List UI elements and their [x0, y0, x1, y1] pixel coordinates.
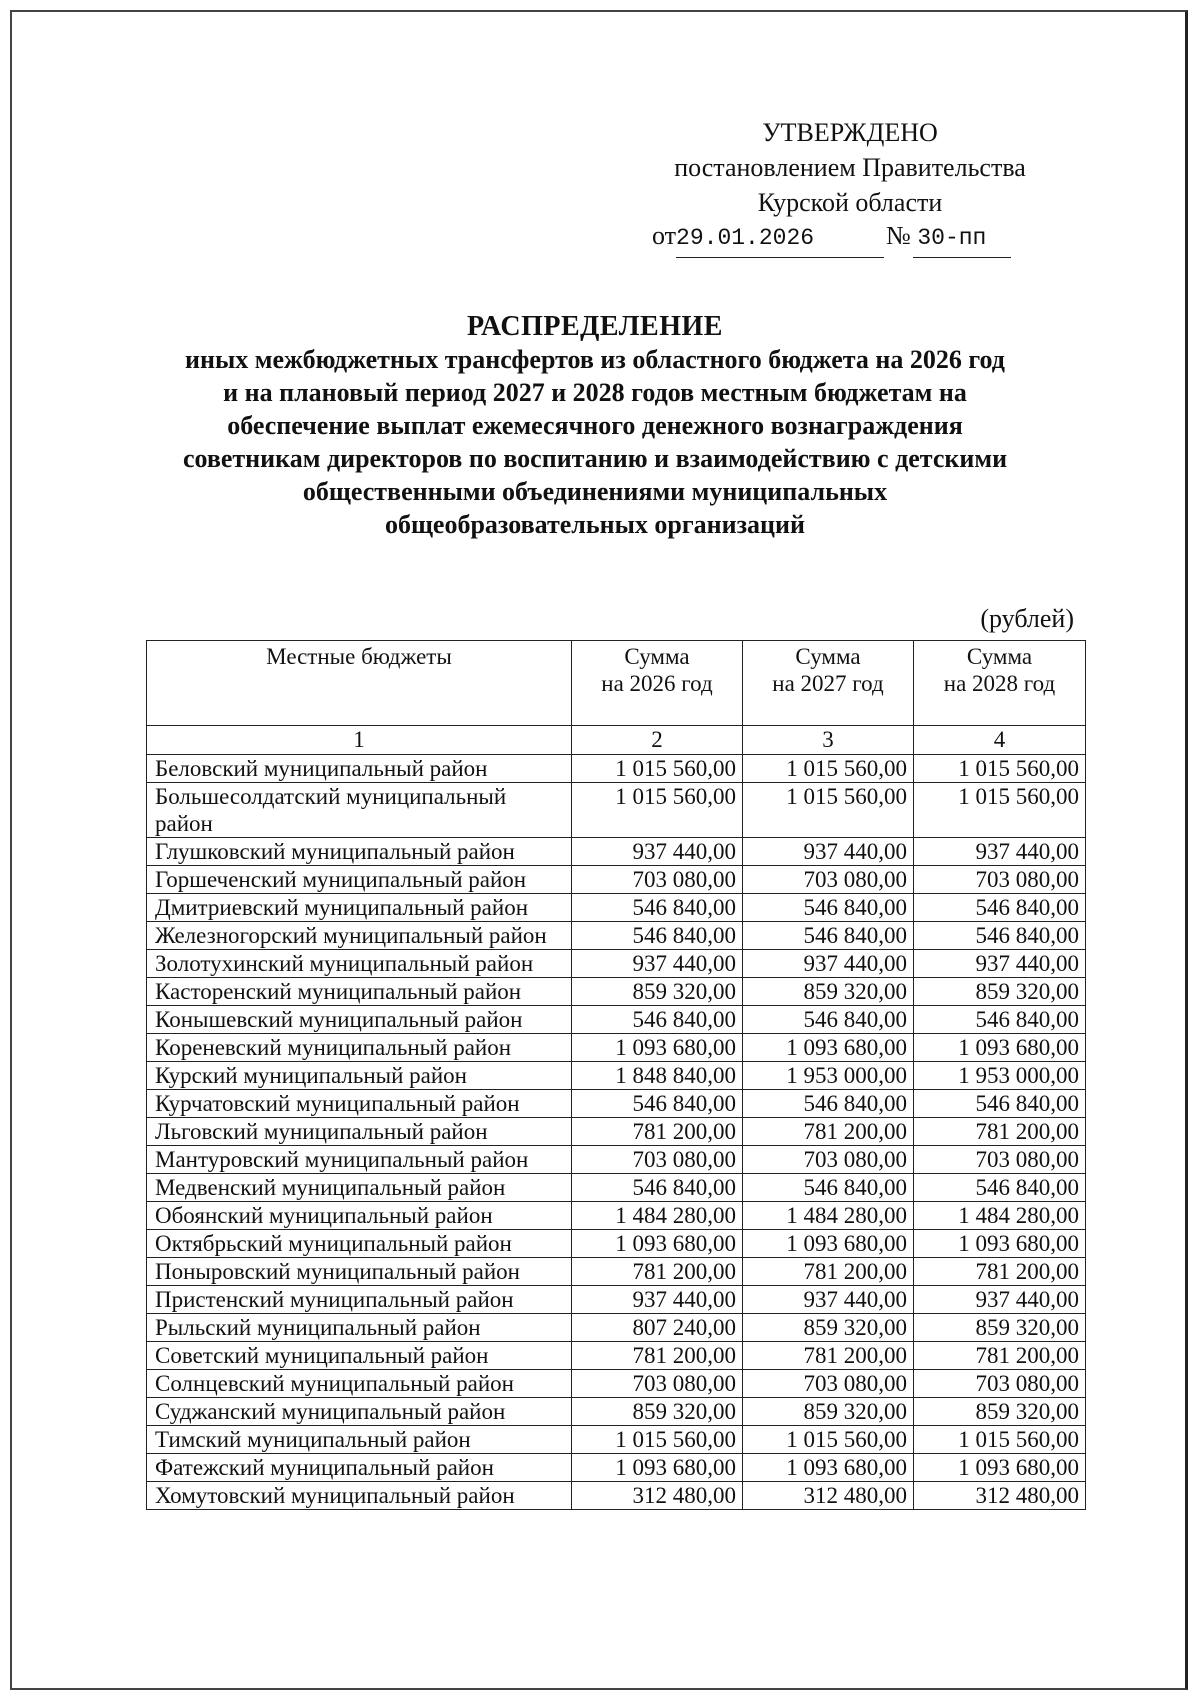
sum-2028-cell: 1 093 680,00: [914, 1454, 1086, 1482]
sum-2028-cell: 937 440,00: [914, 950, 1086, 978]
sum-2027-cell: 1 015 560,00: [743, 783, 914, 838]
table-header-row: [147, 641, 1086, 726]
district-name-cell: Медвенский муниципальный район: [147, 1174, 572, 1202]
district-name-cell: Октябрьский муниципальный район: [147, 1230, 572, 1258]
table-row: [147, 1202, 1086, 1230]
table-row: [147, 1118, 1086, 1146]
sum-2026-cell: 546 840,00: [572, 922, 743, 950]
table-row: [147, 838, 1086, 866]
title-line: советникам директоров по воспитанию и взаимодействию с детскими: [182, 444, 1008, 473]
title-line: общественными объединениями муниципальных: [302, 477, 888, 506]
district-name-cell: Хомутовский муниципальный район: [147, 1482, 572, 1510]
header-sum-2026: [572, 641, 743, 726]
sum-2026-cell: 781 200,00: [572, 1258, 743, 1286]
units-note: (рублей): [980, 604, 1074, 633]
sum-2028-cell: 703 080,00: [914, 1146, 1086, 1174]
table-row: [147, 922, 1086, 950]
column-number: 1: [147, 726, 572, 755]
approval-number: 30-пп: [913, 222, 1011, 258]
table-row: [147, 950, 1086, 978]
sum-2028-cell: 703 080,00: [914, 866, 1086, 894]
document-title: [130, 310, 1060, 541]
sum-2027-cell: 312 480,00: [743, 1482, 914, 1510]
table-row: [147, 1174, 1086, 1202]
table-row: [147, 783, 1086, 838]
sum-2028-cell: 859 320,00: [914, 1398, 1086, 1426]
sum-2028-cell: 937 440,00: [914, 838, 1086, 866]
sum-2027-cell: 859 320,00: [743, 1398, 914, 1426]
sum-2028-cell: 546 840,00: [914, 1090, 1086, 1118]
district-name-cell: Тимский муниципальный район: [147, 1426, 572, 1454]
table-row: [147, 1314, 1086, 1342]
header-text: Сумма: [966, 644, 1033, 669]
sum-2027-cell: 546 840,00: [743, 1090, 914, 1118]
table-row: [147, 1286, 1086, 1314]
date-prefix: от: [652, 221, 677, 250]
sum-2028-cell: 546 840,00: [914, 1006, 1086, 1034]
table-row: [147, 1258, 1086, 1286]
number-prefix: №: [886, 221, 911, 250]
header-text: Сумма: [795, 644, 861, 669]
sum-2027-cell: 703 080,00: [743, 866, 914, 894]
table-row: [147, 1230, 1086, 1258]
district-name-cell: Кореневский муниципальный район: [147, 1034, 572, 1062]
sum-2027-cell: 1 015 560,00: [743, 755, 914, 783]
sum-2027-cell: 1 093 680,00: [743, 1230, 914, 1258]
district-name-cell: Пристенский муниципальный район: [147, 1286, 572, 1314]
table-row: [147, 1034, 1086, 1062]
sum-2026-cell: 546 840,00: [572, 1090, 743, 1118]
sum-2028-cell: 1 015 560,00: [914, 783, 1086, 838]
district-name-cell: Суджанский муниципальный район: [147, 1398, 572, 1426]
sum-2027-cell: 859 320,00: [743, 978, 914, 1006]
column-number: 2: [572, 726, 743, 755]
table-row: [147, 1426, 1086, 1454]
table-row: [147, 978, 1086, 1006]
approval-line-government: постановлением Правительства: [674, 153, 1026, 182]
district-name-cell: Горшеченский муниципальный район: [147, 866, 572, 894]
sum-2027-cell: 546 840,00: [743, 894, 914, 922]
header-text: на 2028 год: [943, 671, 1056, 696]
sum-2026-cell: 1 015 560,00: [572, 755, 743, 783]
sum-2026-cell: 807 240,00: [572, 1314, 743, 1342]
sum-2028-cell: 859 320,00: [914, 1314, 1086, 1342]
sum-2028-cell: 1 015 560,00: [914, 1426, 1086, 1454]
sum-2026-cell: 1 015 560,00: [572, 783, 743, 838]
sum-2027-cell: 1 093 680,00: [743, 1454, 914, 1482]
table-row: [147, 1398, 1086, 1426]
table-row: [147, 1342, 1086, 1370]
header-text: на 2026 год: [601, 671, 713, 696]
sum-2026-cell: 1 093 680,00: [572, 1454, 743, 1482]
approval-heading: УТВЕРЖДЕНО: [762, 118, 938, 147]
district-name-cell: Мантуровский муниципальный район: [147, 1146, 572, 1174]
sum-2026-cell: 546 840,00: [572, 1174, 743, 1202]
sum-2028-cell: 312 480,00: [914, 1482, 1086, 1510]
sum-2026-cell: 937 440,00: [572, 1286, 743, 1314]
column-number: 3: [743, 726, 914, 755]
district-name-cell: Дмитриевский муниципальный район: [147, 894, 572, 922]
table-row: [147, 1482, 1086, 1510]
sum-2027-cell: 546 840,00: [743, 1174, 914, 1202]
sum-2026-cell: 781 200,00: [572, 1342, 743, 1370]
sum-2026-cell: 1 848 840,00: [572, 1062, 743, 1090]
district-name-cell: Советский муниципальный район: [147, 1342, 572, 1370]
sum-2028-cell: 546 840,00: [914, 894, 1086, 922]
district-name-cell: Обоянский муниципальный район: [147, 1202, 572, 1230]
sum-2026-cell: 1 093 680,00: [572, 1230, 743, 1258]
sum-2027-cell: 937 440,00: [743, 838, 914, 866]
approval-line-region: Курской области: [757, 188, 943, 217]
sum-2028-cell: 1 015 560,00: [914, 755, 1086, 783]
sum-2027-cell: 937 440,00: [743, 1286, 914, 1314]
sum-2028-cell: 1 093 680,00: [914, 1034, 1086, 1062]
sum-2026-cell: 1 015 560,00: [572, 1426, 743, 1454]
sum-2026-cell: 703 080,00: [572, 866, 743, 894]
title-main: РАСПРЕДЕЛЕНИЕ: [467, 311, 723, 342]
table-row: [147, 1090, 1086, 1118]
district-name-cell: Железногорский муниципальный район: [147, 922, 572, 950]
sum-2026-cell: 703 080,00: [572, 1370, 743, 1398]
sum-2027-cell: 781 200,00: [743, 1118, 914, 1146]
sum-2027-cell: 1 953 000,00: [743, 1062, 914, 1090]
sum-2026-cell: 546 840,00: [572, 1006, 743, 1034]
title-line: иных межбюджетных трансфертов из областного бюджета на 2026 год: [185, 345, 1005, 374]
table-row: [147, 1006, 1086, 1034]
sum-2027-cell: 703 080,00: [743, 1370, 914, 1398]
table-row: [147, 894, 1086, 922]
title-line: обеспечение выплат ежемесячного денежного вознаграждения: [227, 411, 963, 440]
district-name-cell: Фатежский муниципальный район: [147, 1454, 572, 1482]
sum-2027-cell: 1 093 680,00: [743, 1034, 914, 1062]
sum-2026-cell: 312 480,00: [572, 1482, 743, 1510]
sum-2027-cell: 781 200,00: [743, 1342, 914, 1370]
approval-date: 29.01.2026: [676, 222, 884, 258]
sum-2026-cell: 781 200,00: [572, 1118, 743, 1146]
header-text: Сумма: [624, 644, 690, 669]
header-sum-2027: [743, 641, 914, 726]
sum-2026-cell: 859 320,00: [572, 1398, 743, 1426]
distribution-table: [146, 640, 1086, 1510]
sum-2028-cell: 781 200,00: [914, 1342, 1086, 1370]
table-row: [147, 1370, 1086, 1398]
column-number: 4: [914, 726, 1086, 755]
district-name-cell: Льговский муниципальный район: [147, 1118, 572, 1146]
sum-2028-cell: 703 080,00: [914, 1370, 1086, 1398]
sum-2026-cell: 937 440,00: [572, 838, 743, 866]
table-body: [147, 755, 1086, 1510]
district-name-cell: Курчатовский муниципальный район: [147, 1090, 572, 1118]
sum-2026-cell: 1 093 680,00: [572, 1034, 743, 1062]
table-row: [147, 1062, 1086, 1090]
district-name-cell: Солнцевский муниципальный район: [147, 1370, 572, 1398]
sum-2027-cell: 937 440,00: [743, 950, 914, 978]
sum-2028-cell: 546 840,00: [914, 922, 1086, 950]
title-line: и на плановый период 2027 и 2028 годов местным бюджетам на: [223, 378, 967, 407]
sum-2027-cell: 546 840,00: [743, 922, 914, 950]
table-row: [147, 866, 1086, 894]
header-text: Местные бюджеты: [266, 644, 452, 669]
sum-2026-cell: 546 840,00: [572, 894, 743, 922]
sum-2026-cell: 937 440,00: [572, 950, 743, 978]
header-sum-2028: [914, 641, 1086, 726]
title-line: общеобразовательных организаций: [384, 510, 805, 539]
district-name-cell: Конышевский муниципальный район: [147, 1006, 572, 1034]
sum-2028-cell: 1 484 280,00: [914, 1202, 1086, 1230]
sum-2027-cell: 703 080,00: [743, 1146, 914, 1174]
sum-2028-cell: 859 320,00: [914, 978, 1086, 1006]
district-name-cell: Поныровский муниципальный район: [147, 1258, 572, 1286]
sum-2028-cell: 781 200,00: [914, 1118, 1086, 1146]
sum-2026-cell: 859 320,00: [572, 978, 743, 1006]
sum-2027-cell: 1 015 560,00: [743, 1426, 914, 1454]
sum-2028-cell: 1 093 680,00: [914, 1230, 1086, 1258]
sum-2027-cell: 1 484 280,00: [743, 1202, 914, 1230]
table-row: [147, 755, 1086, 783]
sum-2028-cell: 1 953 000,00: [914, 1062, 1086, 1090]
sum-2028-cell: 781 200,00: [914, 1258, 1086, 1286]
sum-2026-cell: 1 484 280,00: [572, 1202, 743, 1230]
header-text: на 2027 год: [772, 671, 884, 696]
table-row: [147, 1454, 1086, 1482]
district-name-cell: Беловский муниципальный район: [147, 755, 572, 783]
district-name-cell: Курский муниципальный район: [147, 1062, 572, 1090]
district-name-cell: Касторенский муниципальный район: [147, 978, 572, 1006]
district-name-cell: Большесолдатский муниципальный район: [147, 783, 572, 838]
sum-2027-cell: 781 200,00: [743, 1258, 914, 1286]
header-local-budgets: [147, 641, 572, 726]
table-row: [147, 1146, 1086, 1174]
district-name-cell: Глушковский муниципальный район: [147, 838, 572, 866]
sum-2026-cell: 703 080,00: [572, 1146, 743, 1174]
approval-date-number-line: [640, 219, 1060, 258]
column-number-row: [147, 726, 1086, 755]
district-name-cell: Золотухинский муниципальный район: [147, 950, 572, 978]
sum-2027-cell: 859 320,00: [743, 1314, 914, 1342]
district-name-cell: Рыльский муниципальный район: [147, 1314, 572, 1342]
sum-2028-cell: 546 840,00: [914, 1174, 1086, 1202]
sum-2027-cell: 546 840,00: [743, 1006, 914, 1034]
sum-2028-cell: 937 440,00: [914, 1286, 1086, 1314]
